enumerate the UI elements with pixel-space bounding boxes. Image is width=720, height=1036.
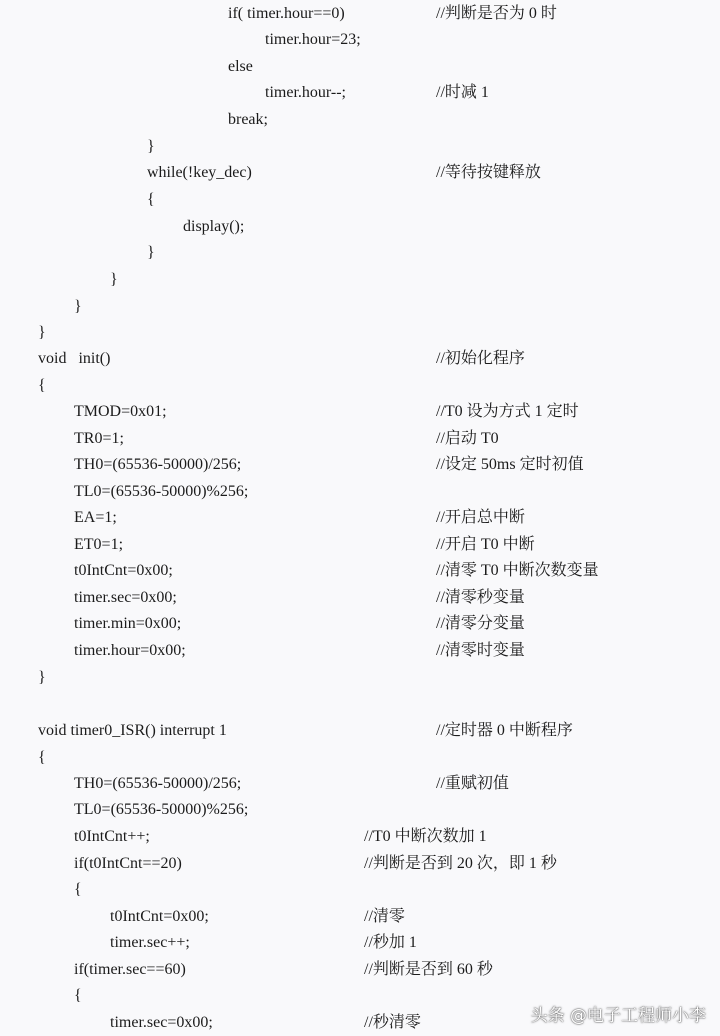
code-line	[0, 877, 720, 903]
code-line	[0, 957, 720, 983]
code-comment: //时减 1	[436, 84, 489, 101]
code-line	[0, 904, 720, 930]
code-text: display();	[183, 218, 245, 235]
code-line	[0, 346, 720, 372]
code-line	[0, 27, 720, 53]
code-text: timer.hour=0x00;	[74, 642, 186, 659]
code-comment: //重赋初值	[436, 775, 509, 792]
code-text: ET0=1;	[74, 536, 124, 553]
code-text: void init()	[38, 350, 111, 367]
code-text: timer.hour=23;	[265, 31, 361, 48]
code-line	[0, 665, 720, 691]
code-comment: //开启 T0 中断	[436, 536, 535, 553]
code-line	[0, 718, 720, 744]
code-comment: //清零时变量	[436, 642, 525, 659]
code-text: void timer0_ISR() interrupt 1	[38, 722, 227, 739]
code-line	[0, 611, 720, 637]
code-line	[0, 558, 720, 584]
code-line	[0, 638, 720, 664]
code-line	[0, 505, 720, 531]
code-text: }	[110, 271, 118, 288]
code-line	[0, 267, 720, 293]
code-text: if( timer.hour==0)	[228, 5, 345, 22]
code-comment: //清零秒变量	[436, 589, 525, 606]
code-line	[0, 1, 720, 27]
code-line	[0, 930, 720, 956]
code-line	[0, 54, 720, 80]
code-line	[0, 745, 720, 771]
code-line	[0, 797, 720, 823]
code-line	[0, 160, 720, 186]
code-line	[0, 214, 720, 240]
code-text: }	[74, 298, 82, 315]
code-line	[0, 585, 720, 611]
code-comment: //清零分变量	[436, 615, 525, 632]
code-text: timer.min=0x00;	[74, 615, 182, 632]
code-line	[0, 824, 720, 850]
code-comment: //清零	[364, 908, 405, 925]
code-line	[0, 107, 720, 133]
code-text: {	[38, 377, 46, 394]
code-text: t0IntCnt=0x00;	[110, 908, 209, 925]
code-line	[0, 294, 720, 320]
code-text: if(t0IntCnt==20)	[74, 855, 182, 872]
code-comment: //T0 中断次数加 1	[364, 828, 487, 845]
code-comment: //T0 设为方式 1 定时	[436, 403, 579, 420]
code-text: t0IntCnt=0x00;	[74, 562, 173, 579]
code-text: {	[74, 881, 82, 898]
code-comment: //判断是否为 0 时	[436, 5, 557, 22]
code-text: timer.sec++;	[110, 934, 190, 951]
code-comment: //秒清零	[364, 1014, 421, 1031]
code-line	[0, 373, 720, 399]
code-text: break;	[228, 111, 268, 128]
code-line	[0, 532, 720, 558]
code-comment: //判断是否到 20 次，即 1 秒	[364, 855, 557, 872]
code-comment: //判断是否到 60 秒	[364, 961, 493, 978]
watermark: 头条 @电子工程师小李	[530, 1006, 706, 1026]
code-comment: //清零 T0 中断次数变量	[436, 562, 599, 579]
code-text: timer.sec=0x00;	[74, 589, 177, 606]
code-text: TR0=1;	[74, 430, 124, 447]
code-text: timer.sec=0x00;	[110, 1014, 213, 1031]
code-text: TH0=(65536-50000)/256;	[74, 775, 242, 792]
code-text: TH0=(65536-50000)/256;	[74, 456, 242, 473]
code-text: else	[228, 58, 253, 75]
code-text: TL0=(65536-50000)%256;	[74, 483, 249, 500]
code-line	[0, 771, 720, 797]
code-text: TL0=(65536-50000)%256;	[74, 801, 249, 818]
code-line	[0, 399, 720, 425]
code-text: {	[38, 749, 46, 766]
code-text: TMOD=0x01;	[74, 403, 167, 420]
code-comment: //定时器 0 中断程序	[436, 722, 573, 739]
code-line	[0, 187, 720, 213]
code-text: EA=1;	[74, 509, 117, 526]
code-text: if(timer.sec==60)	[74, 961, 186, 978]
code-text: }	[38, 669, 46, 686]
code-text: }	[38, 324, 46, 341]
code-text: }	[147, 138, 155, 155]
code-line	[0, 320, 720, 346]
code-comment: //设定 50ms 定时初值	[436, 456, 584, 473]
code-text: timer.hour--;	[265, 84, 346, 101]
code-comment: //启动 T0	[436, 430, 499, 447]
code-text: while(!key_dec)	[147, 164, 252, 181]
code-text: }	[147, 244, 155, 261]
code-comment: //初始化程序	[436, 350, 525, 367]
code-line	[0, 452, 720, 478]
code-comment: //开启总中断	[436, 509, 525, 526]
code-text: t0IntCnt++;	[74, 828, 150, 845]
code-line	[0, 240, 720, 266]
code-comment: //秒加 1	[364, 934, 417, 951]
code-line	[0, 134, 720, 160]
code-line	[0, 80, 720, 106]
code-comment: //等待按键释放	[436, 164, 541, 181]
code-text: {	[74, 987, 82, 1004]
code-text: {	[147, 191, 155, 208]
code-line	[0, 851, 720, 877]
code-line	[0, 479, 720, 505]
code-line	[0, 426, 720, 452]
